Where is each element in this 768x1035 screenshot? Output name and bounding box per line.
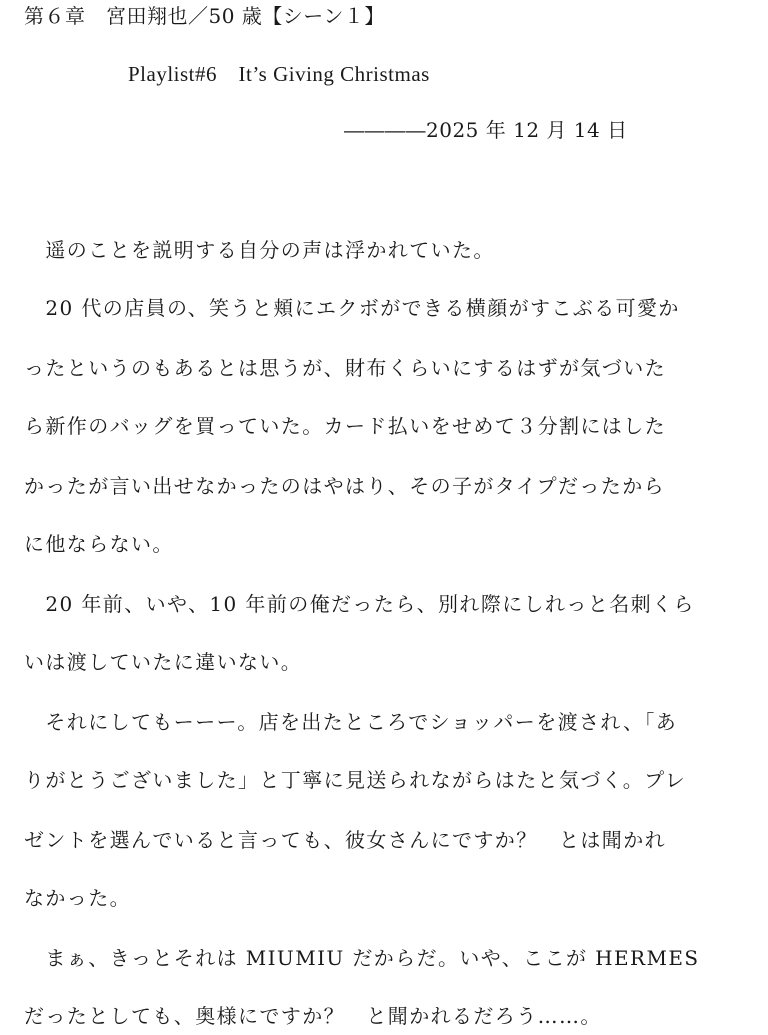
body-line: かったが言い出せなかったのはやはり、その子がタイプだったから [24, 474, 665, 498]
playlist-title: Playlist#6 It’s Giving Christmas [128, 62, 430, 86]
body-line: ったというのもあるとは思うが、財布くらいにするはずが気づいた [24, 356, 666, 380]
body-line: まぁ、きっとそれは MIUMIU だからだ。いや、ここが HERMES [24, 946, 700, 970]
body-line: ゼントを選んでいると言っても、彼女さんにですか？ とは聞かれ [24, 828, 666, 852]
body-line: ら新作のバッグを買っていた。カード払いをせめて３分割にはした [24, 414, 666, 438]
body-line: 20 年前、いや、10 年前の俺だったら、別れ際にしれっと名刺くら [24, 592, 695, 616]
body-line: に他ならない。 [24, 532, 174, 556]
body-line: 遥のことを説明する自分の声は浮かれていた。 [24, 238, 495, 262]
body-line: いは渡していたに違いない。 [24, 650, 303, 674]
body-line: それにしてもーーー。店を出たところでショッパーを渡され、「あ [24, 710, 678, 734]
body-line: なかった。 [24, 886, 131, 910]
chapter-heading: 第６章 宮田翔也／50 歳【シーン１】 [24, 4, 385, 28]
body-line: 20 代の店員の、笑うと頬にエクボができる横顔がすこぶる可愛か [24, 296, 680, 320]
body-line: だったとしても、奥様にですか？ と聞かれるだろう……。 [24, 1004, 602, 1028]
date-line: ――――2025 年 12 月 14 日 [344, 118, 628, 142]
body-line: りがとうございました」と丁寧に見送られながらはたと気づく。プレ [24, 768, 687, 792]
